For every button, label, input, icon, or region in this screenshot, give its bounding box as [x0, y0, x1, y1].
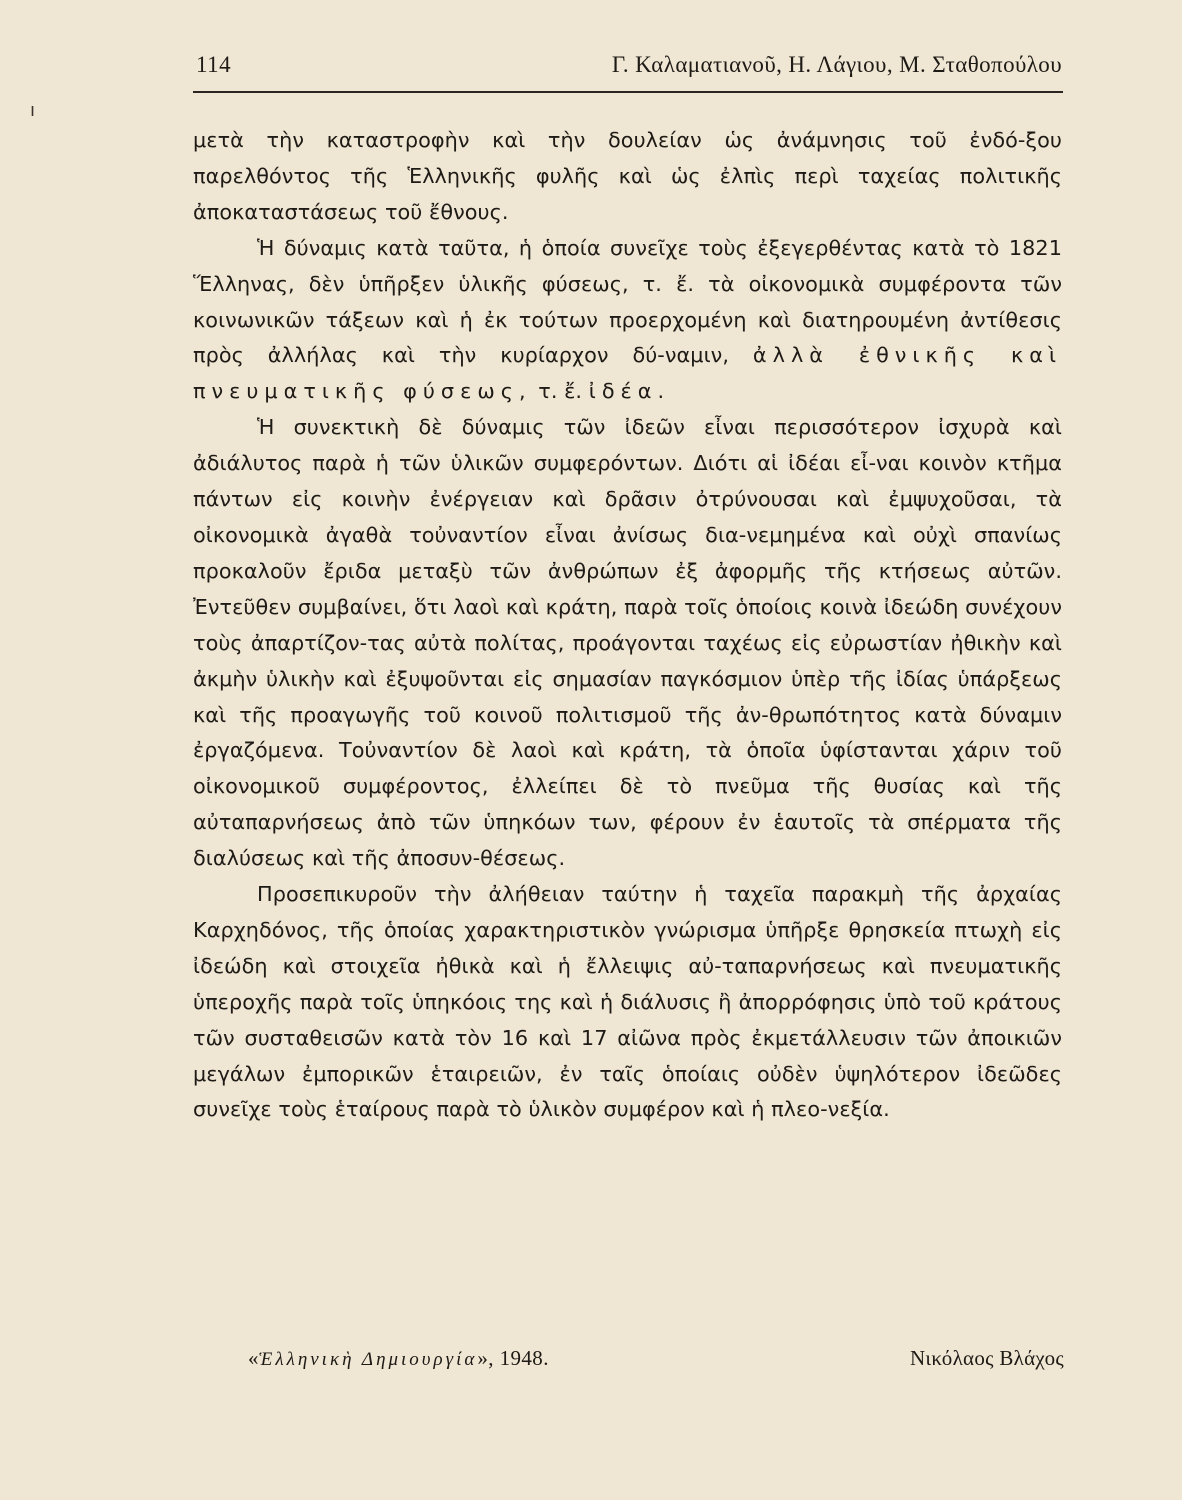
page-number: 114: [196, 52, 232, 77]
header-authors: Γ. Καλαματιανοῦ, Η. Λάγιου, Μ. Σταθοπούλου: [611, 52, 1062, 77]
citation-source: [248, 1346, 549, 1371]
paragraph-2-text: Ἡ δύναμις κατὰ ταῦτα, ἡ ὁποία συνεῖχε τοὺς ἐξεγερθέντας κατὰ τὸ 1821 Ἕλληνας, δὲν ὑπῆρξεν ὑλικῆς φύσεως, τ. ἔ. τὰ οἰκονομικὰ συμφέροντα τῶν κοινωνικῶν τάξεων καὶ ἡ ἐκ τούτων προερχομένη καὶ διατηρουμένη ἀντίθεσις πρὸς ἀλλήλας καὶ τὴν κυρίαρχον δύ-ναμιν,: [193, 235, 1062, 368]
emphasis-idea: ἰδέα.: [588, 379, 671, 404]
paragraph-4: Προσεπικυροῦν τὴν ἀλήθειαν ταύτην ἡ ταχεῖα παρακμὴ τῆς ἀρχαίας Καρχηδόνος, τῆς ὁποίας χαρακτηριστικὸν γνώρισμα ὑπῆρξε θρησκεία πτωχὴ εἰς ἰδεώδη καὶ στοιχεῖα ἠθικὰ καὶ ἡ ἔλλειψις αὐ-ταπαρνήσεως καὶ πνευματικῆς ὑπεροχῆς παρὰ τοῖς ὑπηκόοις της καὶ ἡ διάλυσις ἢ ἀπορρόφησις ὑπὸ τοῦ κράτους τῶν συσταθεισῶν κατὰ τὸν 16 καὶ 17 αἰῶνα πρὸς ἐκμετάλλευσιν τῶν ἀποικιῶν μεγάλων ἐμπορικῶν ἑταιρειῶν, ἐν ταῖς ὁποίαις οὐδὲν ὑψηλότερον ἰδεῶδες συνεῖχε τοὺς ἑταίρους παρὰ τὸ ὑλικὸν συμφέρον καὶ ἡ πλεο-νεξία.: [193, 882, 1062, 1122]
header-rule: [193, 91, 1063, 93]
emphasis-spaced: ἀλλὰ ἐθνικῆς καὶ πνευματικῆς φύσεως,: [193, 343, 1062, 404]
paragraph-3: Ἡ συνεκτικὴ δὲ δύναμις τῶν ἰδεῶν εἶναι περισσότερον ἰσχυρὰ καὶ ἀδιάλυτος παρὰ ἡ τῶν ὑλικῶν συμφερόντων. Διότι αἱ ἰδέαι εἶ-ναι κοινὸν κτῆμα πάντων εἰς κοινὴν ἐνέργειαν καὶ δρᾶσιν ὀτρύνουσαι καὶ ἐμψυχοῦσαι, τὰ οἰκονομικὰ ἀγαθὰ τοὐναντίον εἶναι ἀνίσως δια-νεμημένα καὶ οὐχὶ σπανίως προκαλοῦν ἔριδα μεταξὺ τῶν ἀνθρώπων ἐξ ἀφορμῆς τῆς κτήσεως αὐτῶν. Ἐντεῦθεν συμβαίνει, ὅτι λαοὶ καὶ κράτη, παρὰ τοῖς ὁποίοις κοινὰ ἰδεώδη συνέχουν τοὺς ἀπαρτίζον-τας αὐτὰ πολίτας, προάγονται ταχέως εἰς εὐρωστίαν ἠθικὴν καὶ ἀκμὴν ὑλικὴν καὶ ἐξυψοῦνται εἰς σημασίαν παγκόσμιον ὑπὲρ τῆς ἰδίας ὑπάρξεως καὶ τῆς προαγωγῆς τοῦ κοινοῦ πολιτισμοῦ τῆς ἀν-θρωπότητος κατὰ δύναμιν ἐργαζόμενα. Τοὐναντίον δὲ λαοὶ καὶ κράτη, τὰ ὁποῖα ὑφίστανται χάριν τοῦ οἰκονομικοῦ συμφέροντος, ἐλλείπει δὲ τὸ πνεῦμα τῆς θυσίας καὶ τῆς αὐταπαρνήσεως ἀπὸ τῶν ὑπηκόων των, φέρουν ἐν ἑαυτοῖς τὰ σπέρματα τῆς διαλύσεως καὶ τῆς ἀποσυν-θέσεως.: [193, 415, 1062, 871]
running-header: [196, 52, 1062, 82]
margin-mark: ı: [30, 100, 36, 121]
magazine-title: Ἑλληνικὴ Δημιουργία: [258, 1349, 478, 1370]
source-citation: [196, 1346, 1064, 1376]
paragraph-2: [193, 231, 1062, 411]
citation-year: », 1948.: [477, 1346, 549, 1370]
paragraph-1: μετὰ τὴν καταστροφὴν καὶ τὴν δουλείαν ὡς ἀνάμνησις τοῦ ἐνδό-ξου παρελθόντος τῆς Ἑλληνικῆς φυλῆς καὶ ὡς ἐλπὶς περὶ ταχείας πολιτικῆς ἀποκαταστάσεως τοῦ ἔθνους.: [193, 128, 1062, 224]
open-quote: «: [248, 1346, 259, 1370]
citation-author: Νικόλαος Βλάχος: [909, 1346, 1064, 1370]
paragraph-2-abbr: τ. ἔ.: [538, 379, 583, 404]
article-body: [193, 123, 1062, 1128]
